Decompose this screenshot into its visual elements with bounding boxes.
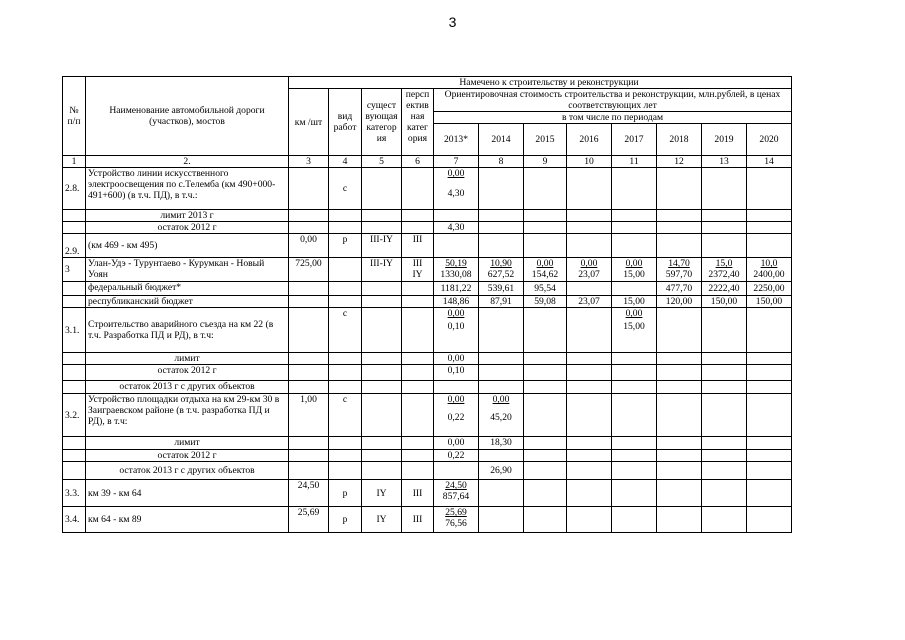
cost-value-top: 0,00: [447, 394, 465, 405]
road-name: Устройство площадки отдыха на км 29-км 30 в Заиграевском районе (в т.ч. разработка ПД и РД), в т.ч:: [86, 394, 289, 437]
table-row: [63, 450, 792, 462]
table-row: [63, 296, 792, 308]
cost-value: 2250,00: [747, 282, 792, 296]
header-year: 2016: [567, 124, 612, 156]
col-num: 10: [567, 156, 612, 168]
cost-value: 4,30: [434, 222, 479, 234]
cost-value: [612, 282, 657, 296]
table-row: [63, 168, 792, 210]
cost-value-top: 25,69: [445, 507, 467, 518]
cost-value: 87,91: [479, 296, 524, 308]
cost-value: 0,00: [434, 353, 479, 365]
column-numbers-row: [63, 156, 792, 168]
prospective-category-a: III: [412, 258, 423, 269]
col-num: 8: [479, 156, 524, 168]
sub-row-label: остаток 2012 г: [86, 450, 289, 462]
cost-value-bottom: 0,10: [447, 321, 465, 332]
road-name: км 39 - км 64: [86, 480, 289, 507]
cost-cell: 14,70 597,70: [657, 258, 702, 282]
col-num: 7: [434, 156, 479, 168]
road-construction-table: [62, 76, 792, 533]
cost-cell: [434, 480, 479, 507]
header-year: 2019: [702, 124, 747, 156]
cost-value-bottom: 857,64: [442, 491, 470, 502]
row-number: 2.9.: [63, 234, 86, 258]
cost-value: 23,07: [567, 296, 612, 308]
cost-value: 18,30: [479, 437, 524, 450]
cost-value: 26,90: [479, 462, 524, 480]
cost-value: 15,00: [612, 296, 657, 308]
col-num: 12: [657, 156, 702, 168]
prospective-category: III: [402, 507, 434, 533]
prospective-category-b: IY: [412, 269, 423, 280]
header-year: 2015: [524, 124, 567, 156]
table-row: [63, 507, 792, 533]
cost-value-top: 0,00: [447, 308, 465, 319]
sub-row-label: остаток 2012 г: [86, 222, 289, 234]
length-km: 725,00: [289, 258, 329, 282]
cost-value: 148,86: [434, 296, 479, 308]
budget-label: федеральный бюджет*: [86, 282, 289, 296]
sub-row-label: лимит: [86, 437, 289, 450]
cost-cell: 15,0 2372,40: [702, 258, 747, 282]
cost-value: 0,00: [434, 437, 479, 450]
cost-value-top: 0,00: [625, 308, 643, 319]
cost-cell: [434, 507, 479, 533]
cost-cell: 0,00 15,00: [612, 258, 657, 282]
header-year: 2014: [479, 124, 524, 156]
table-row: [63, 365, 792, 381]
row-number: 3.2.: [63, 394, 86, 437]
work-kind: р: [329, 507, 362, 533]
cost-value: 539,61: [479, 282, 524, 296]
cost-cell: 0,00 23,07: [567, 258, 612, 282]
road-name: Улан-Удэ - Турунтаево - Курумкан - Новый Уоян: [86, 258, 289, 282]
road-name: Устройство линии искусственного электроосвещения по с.Телемба (км 490+000- 491+600) (в т.ч. ПД), в т.ч.:: [86, 168, 289, 210]
work-kind: с: [329, 308, 362, 353]
cost-value: 2222,40: [702, 282, 747, 296]
cost-value: 59,08: [524, 296, 567, 308]
table-row: [63, 394, 792, 437]
table-row: [63, 234, 792, 258]
cost-value: 0,22: [434, 450, 479, 462]
cost-cell: 0,00 154,62: [524, 258, 567, 282]
table-row: [63, 282, 792, 296]
sub-row-label: остаток 2013 г с других объектов: [86, 381, 289, 394]
row-number: 2.8.: [63, 168, 86, 210]
header-road-name: Наименование автомобильной дороги (участков), мостов: [86, 77, 289, 156]
prospective-category: III: [402, 234, 434, 258]
header-planned: Намечено к строительству и реконструкции: [289, 77, 792, 89]
cost-value: 150,00: [747, 296, 792, 308]
cost-value-top: 0,00: [447, 168, 465, 179]
existing-category: III-IY: [362, 234, 402, 258]
existing-category: III-IY: [362, 258, 402, 282]
cost-cell: [434, 308, 479, 353]
row-number: 3: [63, 258, 86, 282]
col-num: 11: [612, 156, 657, 168]
table-row: [63, 222, 792, 234]
table-row: [63, 437, 792, 450]
cost-value: 150,00: [702, 296, 747, 308]
sub-row-label: лимит: [86, 353, 289, 365]
existing-category: IY: [362, 507, 402, 533]
sub-row-label: остаток 2013 г с других объектов: [86, 462, 289, 480]
cost-value: 477,70: [657, 282, 702, 296]
cost-cell: 10,0 2400,00: [747, 258, 792, 282]
work-kind: р: [329, 234, 362, 258]
header-km: км /шт: [289, 89, 329, 156]
cost-value-top: 24,50: [445, 480, 467, 491]
col-num: 5: [362, 156, 402, 168]
table-row: [63, 381, 792, 394]
col-num: 6: [402, 156, 434, 168]
road-name: (км 469 - км 495): [86, 234, 289, 258]
cost-value-bottom: 0,22: [447, 412, 465, 423]
cost-value: 1181,22: [434, 282, 479, 296]
cost-value-bottom: 4,30: [447, 188, 465, 199]
work-kind: р: [329, 480, 362, 507]
length-km: 0,00: [289, 234, 329, 258]
work-kind: с: [329, 394, 362, 437]
cost-cell: 10,90 627,52: [479, 258, 524, 282]
row-number: 3.4.: [63, 507, 86, 533]
table-row: [63, 308, 792, 353]
sub-row-label: лимит 2013 г: [86, 210, 289, 222]
cost-value-bottom: 76,56: [445, 518, 467, 529]
col-num: 4: [329, 156, 362, 168]
header-year: 2018: [657, 124, 702, 156]
table-row: [63, 353, 792, 365]
header-prospective-category: персп ектив ная катег ория: [402, 89, 434, 156]
cost-value: 95,54: [524, 282, 567, 296]
table-row: [63, 210, 792, 222]
table-row: [63, 462, 792, 480]
length-km: 24,50: [289, 480, 329, 507]
cost-value: 0,10: [434, 365, 479, 381]
cost-cell: [612, 308, 657, 353]
table-row: [63, 480, 792, 507]
cost-cell: [434, 394, 479, 437]
budget-label: республиканский бюджет: [86, 296, 289, 308]
header-year: 2020: [747, 124, 792, 156]
cost-value: 120,00: [657, 296, 702, 308]
cost-value-top: 0,00: [492, 394, 510, 405]
header-year: 2013*: [434, 124, 479, 156]
cost-cell: [434, 168, 479, 210]
col-num: 1: [63, 156, 86, 168]
header-year: 2017: [612, 124, 657, 156]
row-number: 3.1.: [63, 308, 86, 353]
length-km: 25,69: [289, 507, 329, 533]
col-num: 14: [747, 156, 792, 168]
header-no: № п/п: [63, 77, 86, 156]
cost-value-bottom: 15,00: [623, 321, 645, 332]
road-name: км 64 - км 89: [86, 507, 289, 533]
work-kind: с: [329, 168, 362, 210]
row-number: 3.3.: [63, 480, 86, 507]
cost-cell: [479, 394, 524, 437]
prospective-category: [402, 258, 434, 282]
col-num: 3: [289, 156, 329, 168]
existing-category: IY: [362, 480, 402, 507]
header-kind: вид работ: [329, 89, 362, 156]
prospective-category: III: [402, 480, 434, 507]
cost-cell: 50,19 1330,08: [434, 258, 479, 282]
table-row: [63, 258, 792, 282]
sub-row-label: остаток 2012 г: [86, 365, 289, 381]
header-cost: Ориентировочная стоимость строительства и реконструкции, млн.рублей, в ценах соответствующих лет: [434, 89, 792, 112]
col-num: 2.: [86, 156, 289, 168]
length-km: 1,00: [289, 394, 329, 437]
cost-value-bottom: 45,20: [490, 412, 512, 423]
header-existing-category: сущест вующая категор ия: [362, 89, 402, 156]
col-num: 9: [524, 156, 567, 168]
cost-value: [567, 282, 612, 296]
road-name: Строительство аварийного съезда на км 22 (в т.ч. Разработка ПД и РД), в т.ч:: [86, 308, 289, 353]
page-number: 3: [448, 14, 457, 30]
col-num: 13: [702, 156, 747, 168]
header-periods: в том числе по периодам: [434, 112, 792, 124]
